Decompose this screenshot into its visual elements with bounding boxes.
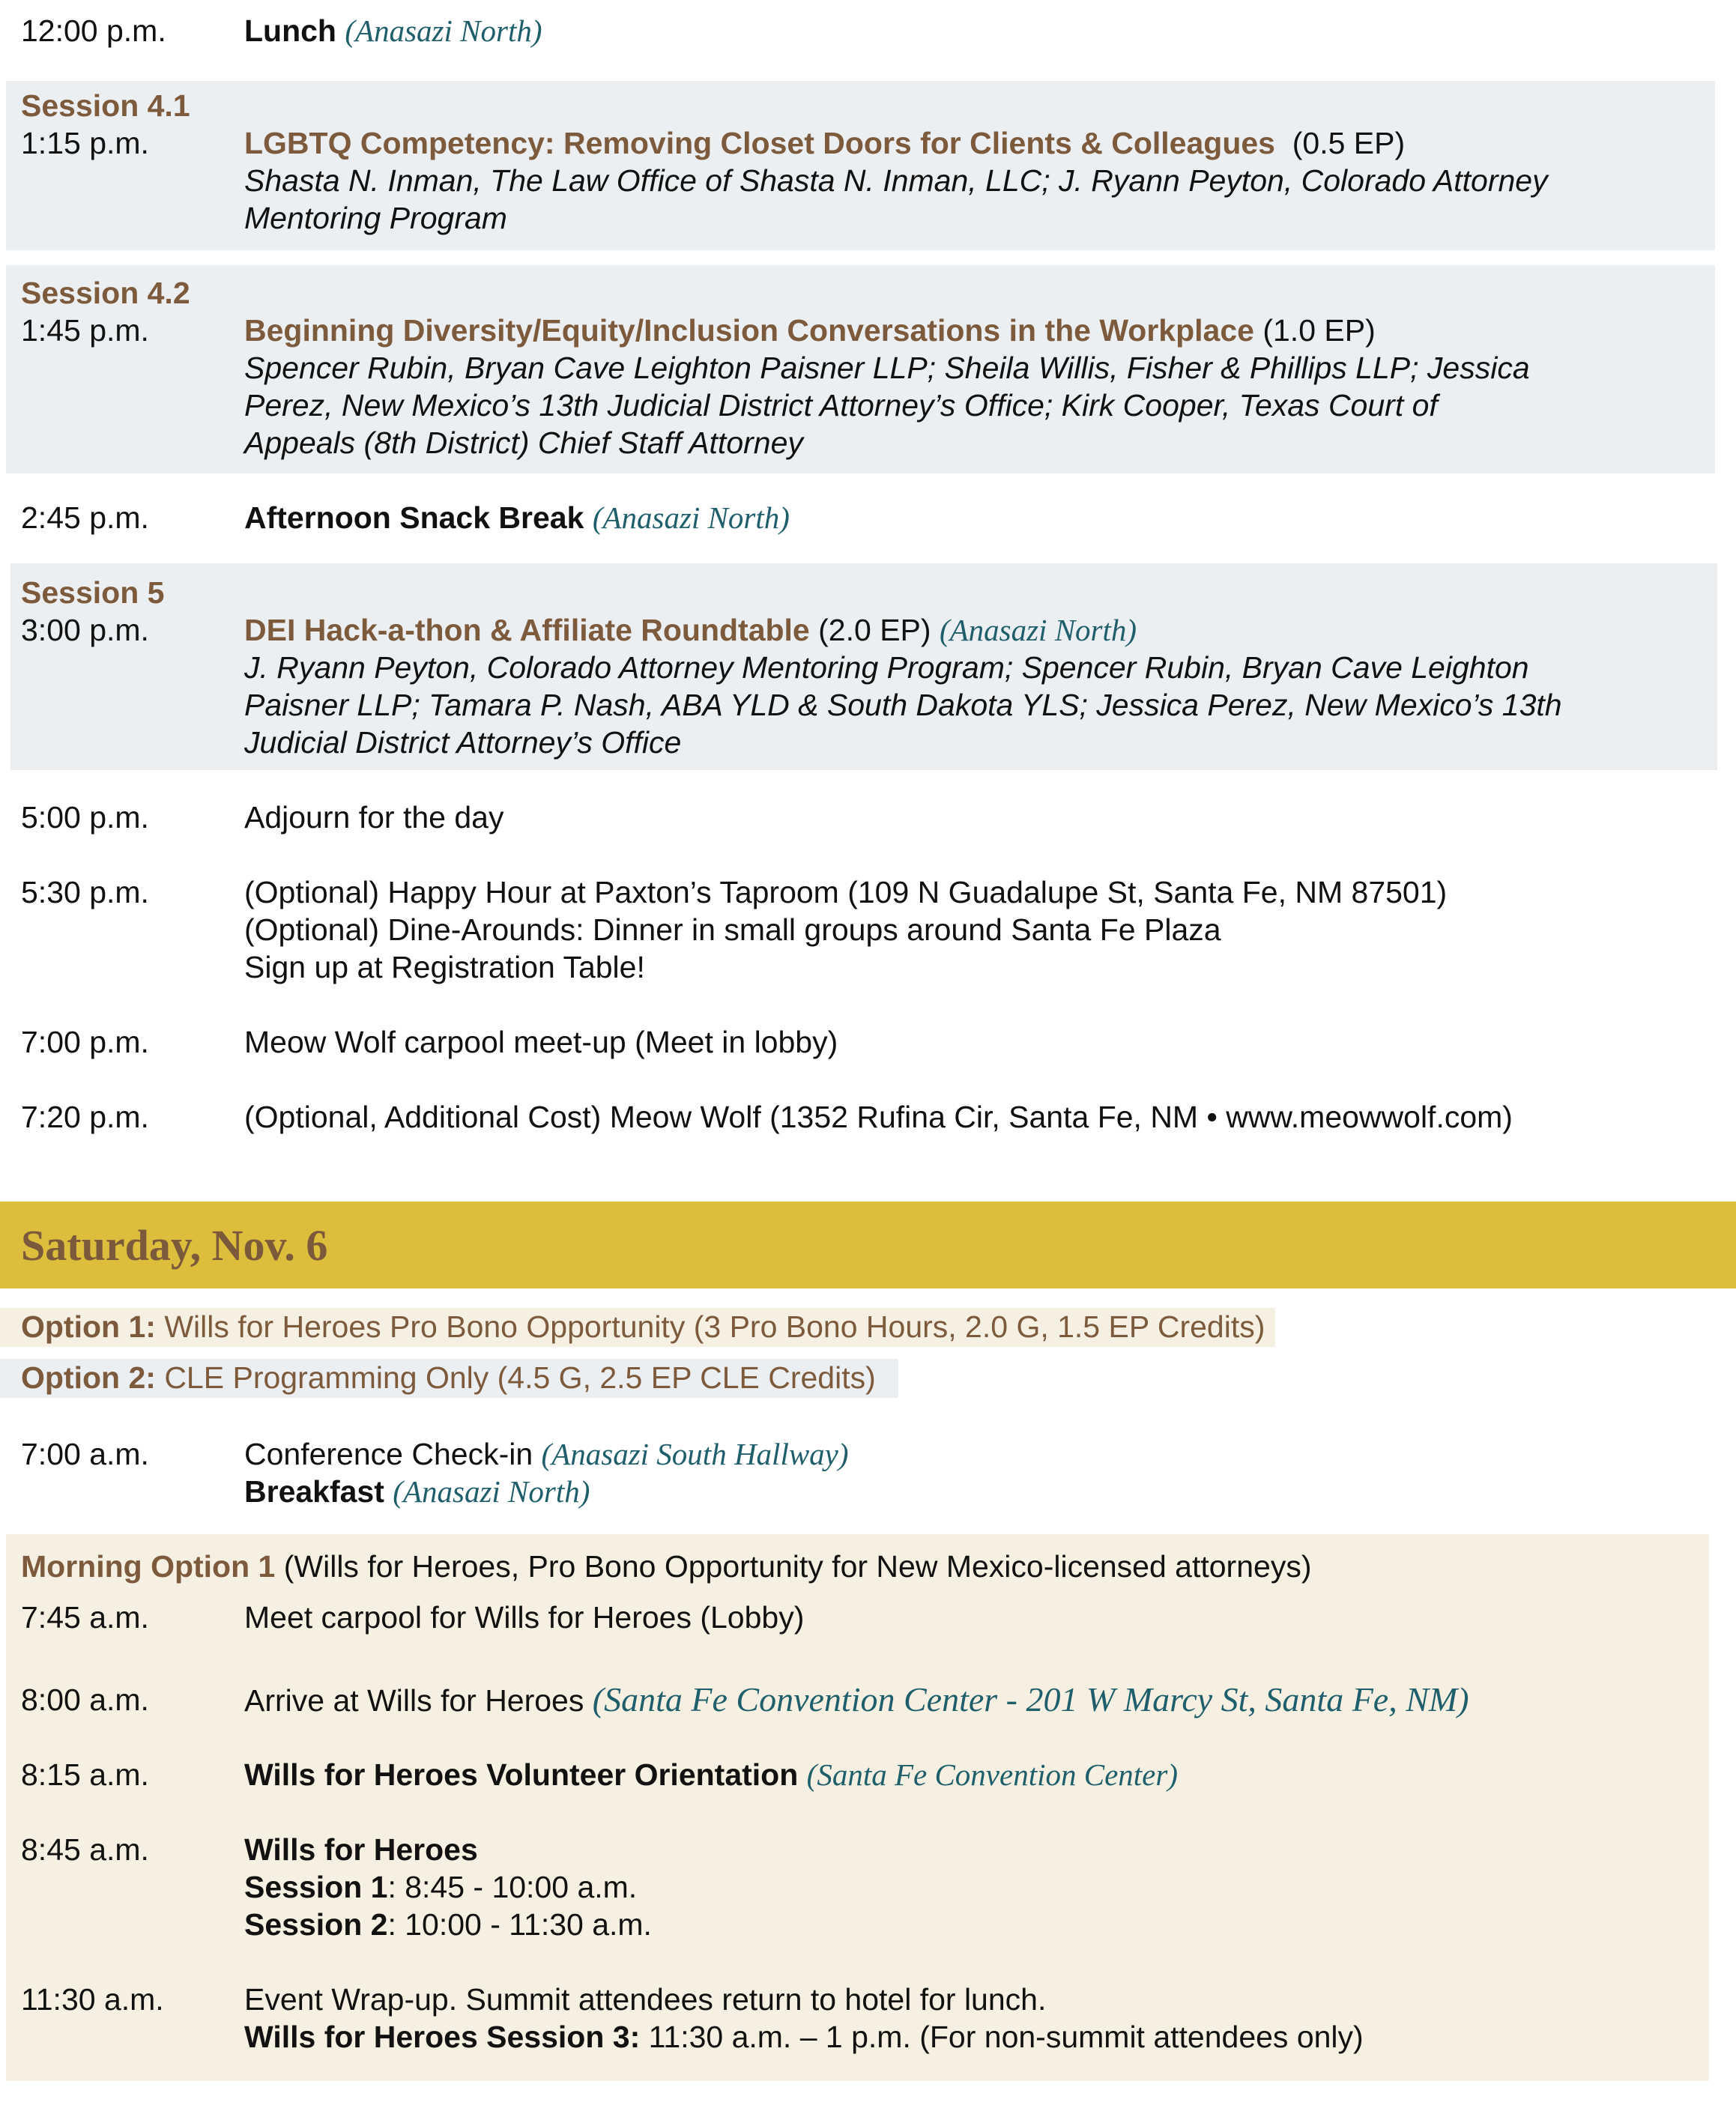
adjourn-time: 5:00 p.m. (21, 800, 149, 835)
arrive-row (244, 1681, 1469, 1719)
session-4-1-title: LGBTQ Competency: Removing Closet Doors for Clients & Colleagues (244, 126, 1275, 160)
meow-wolf-text: (Optional, Additional Cost) Meow Wolf (1352 Rufina Cir, Santa Fe, NM • www.meowwolf.com) (244, 1100, 1513, 1134)
option-2-label: Option 2: (21, 1360, 156, 1395)
happy-hour-body (244, 873, 1447, 986)
session-4-1-speakers-line: Mentoring Program (244, 201, 507, 235)
wills-time: 8:45 a.m. (21, 1832, 149, 1867)
session-4-2-body (244, 312, 1530, 461)
arrive-location: (Santa Fe Convention Center - 201 W Marcy St, Santa Fe, NM) (592, 1680, 1469, 1718)
option-1-text: Wills for Heroes Pro Bono Opportunity (3 Pro Bono Hours, 2.0 G, 1.5 EP Credits) (164, 1309, 1265, 1344)
happy-hour-line: (Optional) Dine-Arounds: Dinner in small groups around Santa Fe Plaza (244, 912, 1221, 947)
checkin-location: (Anasazi South Hallway) (541, 1437, 849, 1471)
session-5-credit: (2.0 EP) (818, 613, 931, 647)
session-5-speakers-line: J. Ryann Peyton, Colorado Attorney Mentoring Program; Spencer Rubin, Bryan Cave Leighton (244, 650, 1529, 685)
session-4-1-body (244, 124, 1548, 237)
lunch-title: Lunch (244, 13, 336, 48)
breakfast-location: (Anasazi North) (393, 1474, 590, 1509)
arrive-text: Arrive at Wills for Heroes (244, 1683, 584, 1718)
session-4-2-speakers-line: Appeals (8th District) Chief Staff Attorney (244, 425, 803, 460)
orientation-location: (Santa Fe Convention Center) (806, 1757, 1178, 1792)
snack-time: 2:45 p.m. (21, 500, 149, 535)
adjourn-text: Adjourn for the day (244, 800, 504, 835)
session-4-1-label: Session 4.1 (21, 88, 190, 123)
option-1-banner (0, 1308, 1275, 1347)
meow-wolf-time: 7:20 p.m. (21, 1100, 149, 1134)
session-4-1-credit: (0.5 EP) (1292, 126, 1406, 160)
session-5-body (244, 611, 1562, 761)
breakfast-title: Breakfast (244, 1474, 384, 1509)
snack-row (244, 499, 790, 536)
wills-session-1-time: : 8:45 - 10:00 a.m. (387, 1870, 638, 1904)
morning-option-1-label: Morning Option 1 (21, 1549, 276, 1584)
session-5-time: 3:00 p.m. (21, 613, 149, 647)
meet-carpool-text: Meet carpool for Wills for Heroes (Lobby) (244, 1600, 805, 1635)
wills-body (244, 1831, 652, 1943)
session-4-2-speakers-line: Perez, New Mexico’s 13th Judicial District Attorney’s Office; Kirk Cooper, Texas Court of (244, 388, 1438, 423)
wills-session-2-time: : 10:00 - 11:30 a.m. (387, 1907, 652, 1942)
session-4-1-time: 1:15 p.m. (21, 126, 149, 160)
meet-carpool-time: 7:45 a.m. (21, 1600, 149, 1635)
session-4-2-label: Session 4.2 (21, 276, 190, 310)
carpool-time: 7:00 p.m. (21, 1025, 149, 1059)
session-5-label: Session 5 (21, 575, 165, 610)
lunch-location: (Anasazi North) (345, 13, 542, 48)
session-4-2-speakers-line: Spencer Rubin, Bryan Cave Leighton Paisner LLP; Sheila Willis, Fisher & Phillips LLP; Jessica (244, 351, 1530, 385)
session-4-2-time: 1:45 p.m. (21, 313, 149, 348)
orientation-time: 8:15 a.m. (21, 1757, 149, 1792)
happy-hour-time: 5:30 p.m. (21, 875, 149, 909)
carpool-text: Meow Wolf carpool meet-up (Meet in lobby) (244, 1025, 838, 1059)
session-4-2-credit: (1.0 EP) (1262, 313, 1376, 348)
wills-title: Wills for Heroes (244, 1832, 478, 1867)
option-2-text: CLE Programming Only (4.5 G, 2.5 EP CLE Credits) (164, 1360, 876, 1395)
happy-hour-line: Sign up at Registration Table! (244, 950, 645, 984)
wills-session-1-label: Session 1 (244, 1870, 388, 1904)
morning-option-1-header (21, 1548, 1311, 1585)
wills-session-3-text: 11:30 a.m. – 1 p.m. (For non-summit attendees only) (640, 2020, 1364, 2054)
option-2-banner (0, 1359, 898, 1398)
wrap-time: 11:30 a.m. (21, 1982, 164, 2017)
checkin-text: Conference Check-in (244, 1437, 533, 1471)
day-title: Saturday, Nov. 6 (21, 1221, 328, 1270)
wrap-text: Event Wrap-up. Summit attendees return to hotel for lunch. (244, 1982, 1047, 2017)
checkin-body (244, 1435, 849, 1510)
morning-option-1-desc: (Wills for Heroes, Pro Bono Opportunity for New Mexico-licensed attorneys) (283, 1549, 1312, 1584)
arrive-time: 8:00 a.m. (21, 1683, 149, 1717)
session-4-2-title: Beginning Diversity/Equity/Inclusion Conversations in the Workplace (244, 313, 1254, 348)
option-1-label: Option 1: (21, 1309, 156, 1344)
checkin-time: 7:00 a.m. (21, 1437, 149, 1471)
session-4-1-speakers-line: Shasta N. Inman, The Law Office of Shasta N. Inman, LLC; J. Ryann Peyton, Colorado Attorney (244, 163, 1548, 198)
wrap-body (244, 1981, 1364, 2056)
snack-location: (Anasazi North) (592, 500, 790, 535)
session-5-title: DEI Hack-a-thon & Affiliate Roundtable (244, 613, 810, 647)
lunch-row (244, 12, 542, 49)
orientation-row (244, 1756, 1178, 1793)
lunch-time: 12:00 p.m. (21, 13, 166, 48)
wills-session-3-label: Wills for Heroes Session 3: (244, 2020, 641, 2054)
snack-title: Afternoon Snack Break (244, 500, 584, 535)
wills-session-2-label: Session 2 (244, 1907, 388, 1942)
happy-hour-line: (Optional) Happy Hour at Paxton’s Taproom (109 N Guadalupe St, Santa Fe, NM 87501) (244, 875, 1448, 909)
session-5-speakers-line: Paisner LLP; Tamara P. Nash, ABA YLD & South Dakota YLS; Jessica Perez, New Mexico’s 13th (244, 688, 1562, 722)
orientation-title: Wills for Heroes Volunteer Orientation (244, 1757, 799, 1792)
session-5-location: (Anasazi North) (939, 613, 1137, 647)
session-5-speakers-line: Judicial District Attorney’s Office (244, 725, 682, 760)
